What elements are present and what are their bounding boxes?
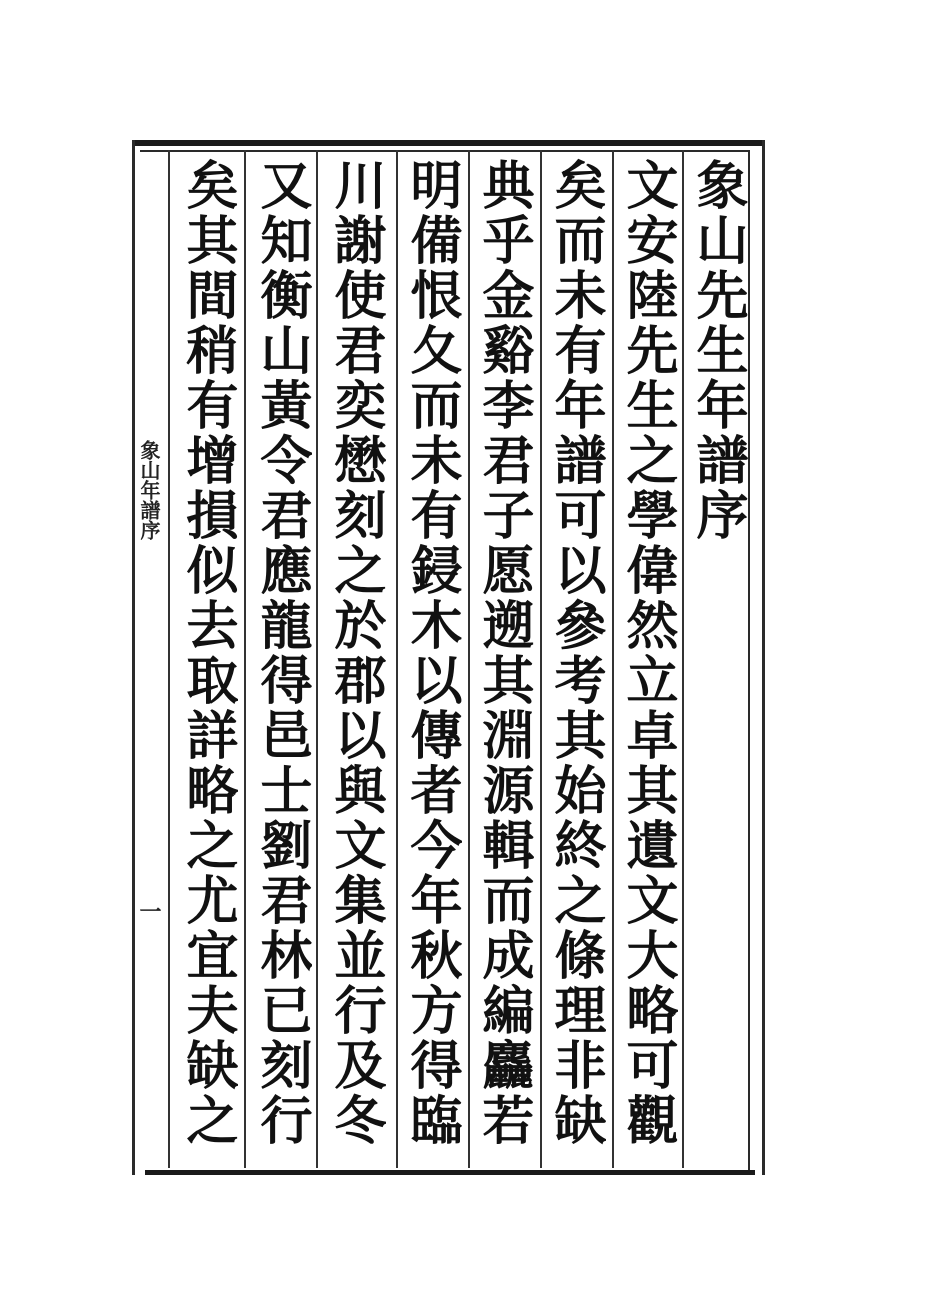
page-number: 一 [136, 900, 162, 922]
frame-bottom-border [145, 1170, 755, 1175]
document-title: 象山先生年譜序 [687, 158, 748, 543]
frame-top-border [132, 140, 764, 146]
text-column-6: 又知衡山黃令君應龍得邑士劉君林已刻行 [251, 158, 312, 1148]
frame-left-border [132, 140, 135, 1175]
text-column-4: 明備恨夂而未有鋟木以傳者今年秋方得臨 [401, 158, 462, 1148]
frame-right-border [762, 140, 765, 1175]
text-column-3: 典乎金谿李君子愿遡其淵源輯而成編麤若 [473, 158, 534, 1148]
text-column-1: 文安陸先生之學偉然立卓其遺文大略可觀 [617, 158, 678, 1148]
column-divider [168, 150, 170, 1168]
frame-top-inner-border [140, 150, 750, 152]
frame-right-inner-border [748, 150, 750, 1170]
column-divider [612, 150, 614, 1168]
fore-edge-label: 象山年譜序 [137, 440, 161, 540]
column-divider [244, 150, 246, 1168]
text-column-7: 矣其間稍有增損似去取詳略之尤宜夫缺之 [177, 158, 238, 1148]
column-divider [316, 150, 318, 1168]
column-divider [468, 150, 470, 1168]
text-column-5: 川謝使君奕懋刻之於郡以與文集並行及冬 [325, 158, 386, 1148]
column-divider [540, 150, 542, 1168]
text-column-2: 矣而未有年譜可以參考其始終之條理非缺 [545, 158, 606, 1148]
column-divider [682, 150, 684, 1168]
column-divider [396, 150, 398, 1168]
